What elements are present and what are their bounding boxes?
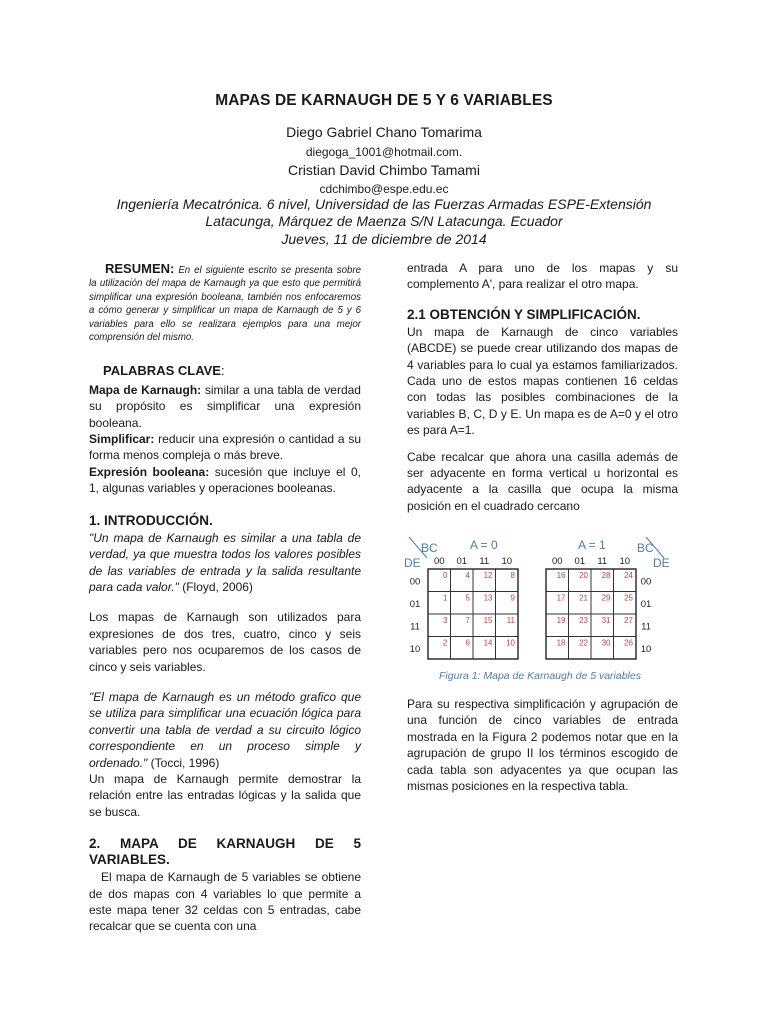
kmap-cell-index: 22 (579, 638, 588, 648)
keywords-heading: PALABRAS CLAVE: (103, 363, 225, 379)
intro-quote-2: "El mapa de Karnaugh es un método grafico que se utiliza para simplificar una ecuación lógica para convertir una tabla de verdad a su circuito lógico correspondiente en un proceso simple y ordenado." (Tocci, 1996) (89, 689, 361, 770)
kmap-cell-index: 30 (601, 638, 611, 648)
author-1-email: diegoga_1001@hotmail.com. (305, 145, 463, 159)
kmap-cell-index: 15 (483, 616, 493, 625)
keyword-item: Simplificar: reducir una expresión o cantidad a su forma menos compleja o más breve. (89, 432, 361, 463)
kmap-cell-index: 25 (624, 593, 633, 603)
label-bc-left: BC (421, 541, 438, 555)
row-code: 01 (640, 598, 652, 610)
section-2-1-paragraph-3: Para su respectiva simplificación y agrupación de una función de cinco variables de entrada mostrada en la Figura 2 podemos notar que en la agrupación de grupo II los términos escogido de cada tabla son adyacentes ya que ocupan las mismas posiciones en la respectiva tabla. (407, 697, 678, 794)
kmap-cell-index: 6 (465, 638, 470, 648)
intro-quote-1: "Un mapa de Karnaugh es similar a una tabla de verdad, ya que muestra todos los valores posibles de las variables de entrada y la salida resultante para cada valor." (Floyd, 2006) (89, 530, 361, 594)
col-code: 01 (574, 556, 586, 567)
right-column (407, 260, 678, 514)
intro-paragraph-1: Los mapas de Karnaugh son utilizados para expresiones de dos tres, cuatro, cinco y seis variables pero nos ocuparemos de los casos de cinco y seis variables. (89, 610, 361, 674)
affiliation-line-1: Ingeniería Mecatrónica. 6 nivel, Universidad de las Fuerzas Armadas ESPE-Extensión (116, 196, 652, 212)
col-code: 10 (501, 556, 513, 567)
karnaugh-map-svg (400, 533, 680, 673)
col-code: 01 (456, 556, 468, 567)
section-2-1-paragraph-2: Cabe recalcar que ahora una casilla además de ser adyacente en forma vertical u horizontal es adyacente a la casilla que ocupa la misma posición en el cuadrado cercano (407, 449, 678, 513)
left-column (89, 262, 361, 935)
kmap-cell-index: 28 (601, 571, 611, 580)
continued-paragraph: entrada A para uno de los mapas y su complemento A', para realizar el otro mapa. (407, 261, 678, 292)
kmap-cell-index: 24 (624, 571, 633, 580)
paper-date: Jueves, 11 de diciembre de 2014 (281, 231, 487, 247)
kmap-cell-index: 29 (601, 593, 611, 603)
author-2-email: cdchimbo@espe.edu.ec (319, 182, 449, 196)
author-2-name: Cristian David Chimbo Tamami (288, 162, 480, 178)
kmap-cell-index: 26 (624, 638, 633, 648)
intro-paragraph-2: Un mapa de Karnaugh permite demostrar la relación entre las entradas lógicas y la salida que se busca. (89, 771, 361, 819)
col-code: 11 (479, 556, 490, 567)
col-code: 00 (433, 556, 445, 567)
abstract-text: En el siguiente escrito se presenta sobre la utilización del mapa de Karnaugh ya que esto que permitirá simplificar una expresión booleana, también nos enfocaremos a cómo generar y simplificar un mapa de Karnaugh de 5 y 6 variables para ello se realizara ejemplos para una mejor comprensión del mismo. (89, 265, 361, 344)
kmap-cell-index: 23 (579, 616, 588, 625)
kmap-cell-index: 9 (510, 593, 515, 603)
kmap-cell-index: 5 (465, 593, 470, 603)
label-de-left: DE (404, 556, 421, 570)
kmap-cell-index: 17 (556, 593, 566, 603)
abstract (89, 262, 361, 344)
karnaugh-map-figure (400, 533, 680, 683)
row-code: 10 (409, 643, 421, 655)
kmap-cell-index: 2 (443, 638, 448, 648)
row-code: 10 (640, 643, 652, 655)
kmap-cell-index: 14 (483, 638, 493, 648)
kmap-cell-index: 13 (483, 593, 493, 603)
kmap-cell-index: 8 (510, 571, 515, 580)
kmap-cell-index: 18 (556, 638, 566, 648)
label-bc-right: BC (637, 541, 654, 555)
author-1-name: Diego Gabriel Chano Tomarima (286, 124, 482, 140)
paper-title: MAPAS DE KARNAUGH DE 5 Y 6 VARIABLES (215, 92, 553, 109)
row-code: 11 (410, 621, 420, 633)
kmap-cell-index: 31 (601, 616, 611, 625)
label-a1: A = 1 (578, 538, 606, 552)
kmap-cell-index: 1 (443, 593, 448, 603)
label-a0: A = 0 (470, 538, 498, 552)
right-column-lower (407, 696, 678, 794)
row-code: 00 (409, 576, 421, 588)
kmap-cell-index: 0 (443, 571, 448, 580)
section-2-heading: 2. MAPA DE KARNAUGH DE 5 VARIABLES. (89, 836, 361, 868)
row-code: 11 (641, 621, 651, 633)
affiliation-line-2: Latacunga, Márquez de Maenza S/N Latacunga. Ecuador (205, 213, 563, 229)
row-code: 01 (409, 598, 421, 610)
kmap-cell-index: 10 (506, 638, 515, 648)
keyword-item: Expresión booleana: sucesión que incluye el 0, 1, algunas variables y operaciones booleanas. (89, 464, 361, 496)
section-2-1-heading: 2.1 OBTENCIÓN Y SIMPLIFICACIÓN. (407, 306, 641, 322)
section-2-paragraph: El mapa de Karnaugh de 5 variables se obtiene de dos mapas con 4 variables lo que permite a este mapa tener 32 celdas con 5 entradas, cabe recalcar que se cuenta con una (89, 870, 361, 934)
kmap-cell-index: 12 (483, 571, 493, 580)
kmap-cell-index: 11 (506, 616, 515, 625)
col-code: 10 (619, 556, 631, 567)
figure-caption: Figura 1: Mapa de Karnaugh de 5 variables (439, 670, 641, 682)
kmap-cell-index: 7 (465, 616, 470, 625)
abstract-label: RESUMEN: (105, 261, 175, 276)
keyword-item: Mapa de Karnaugh: similar a una tabla de verdad su propósito es simplificar una expresión booleana. (89, 382, 361, 430)
kmap-cell-index: 4 (465, 571, 470, 580)
row-code: 00 (640, 576, 652, 588)
kmap-cell-index: 27 (624, 616, 633, 625)
kmap-cell-index: 16 (556, 571, 566, 580)
col-code: 11 (597, 556, 608, 567)
col-code: 00 (551, 556, 563, 567)
section-1-heading: 1. INTRODUCCIÓN. (89, 512, 213, 528)
kmap-cell-index: 21 (579, 593, 588, 603)
label-de-right: DE (653, 556, 670, 570)
kmap-cell-index: 3 (443, 616, 448, 625)
kmap-cell-index: 19 (556, 616, 566, 625)
kmap-cell-index: 20 (579, 571, 588, 580)
section-2-1-paragraph-1: Un mapa de Karnaugh de cinco variables (ABCDE) se puede crear utilizando dos mapas de 4 variables para lo cual ya estamos familiarizados. Cada uno de estos mapas contienen 16 celdas con todas las posibles combinaciones de la variables B, C, D y E. Un mapa es de A=0 y el otro es para A=1. (407, 324, 678, 438)
